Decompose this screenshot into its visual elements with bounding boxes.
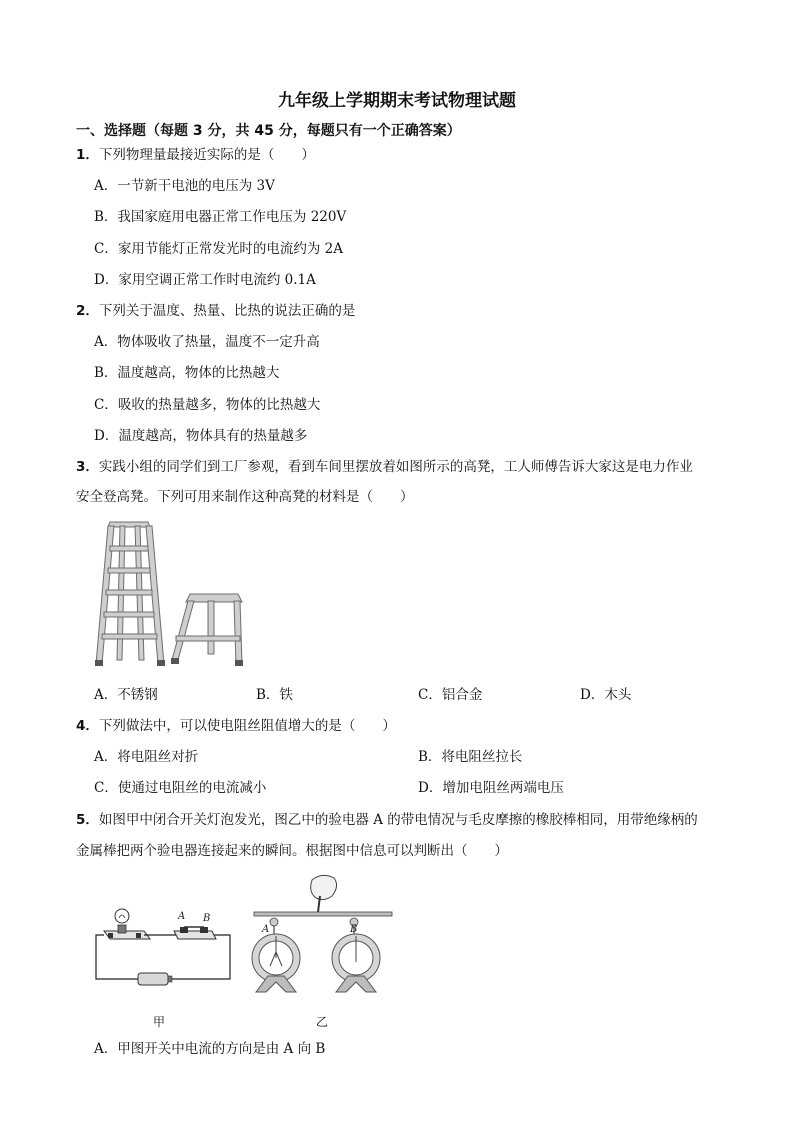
terminal-b-label: B xyxy=(203,913,211,924)
figure-jia-caption: 甲 xyxy=(153,1015,166,1029)
q4-option-d[interactable]: D．增加电阻丝两端电压 xyxy=(418,780,564,796)
question-number: 3． xyxy=(76,459,99,475)
q3-option-b[interactable]: B．铁 xyxy=(256,687,293,703)
electroscope-b-label: B xyxy=(350,924,358,935)
question-2 xyxy=(76,302,355,320)
section-heading: 一、选择题（每题 3 分，共 45 分，每题只有一个正确答案） xyxy=(76,123,461,139)
question-number: 1． xyxy=(76,147,99,163)
q5-option-a[interactable]: A．甲图开关中电流的方向是由 A 向 B xyxy=(94,1041,326,1057)
q4-option-b[interactable]: B．将电阻丝拉长 xyxy=(418,749,523,765)
question-stem: 下列做法中，可以使电阻丝阻值增大的是（ ） xyxy=(98,718,396,734)
q4-option-a[interactable]: A．将电阻丝对折 xyxy=(94,749,199,765)
q3-option-a[interactable]: A．不锈钢 xyxy=(94,687,158,703)
q1-option-d[interactable]: D．家用空调正常工作时电流约 0.1A xyxy=(94,272,316,288)
q2-option-d[interactable]: D．温度越高，物体具有的热量越多 xyxy=(94,428,308,444)
page-title: 九年级上学期期末考试物理试题 xyxy=(278,91,516,111)
q2-option-a[interactable]: A．物体吸收了热量，温度不一定升高 xyxy=(94,334,320,350)
question-number: 2． xyxy=(76,303,99,319)
q1-option-c[interactable]: C．家用节能灯正常发光时的电流约为 2A xyxy=(94,241,343,257)
q3-option-c[interactable]: C．铝合金 xyxy=(418,687,483,703)
q1-option-b[interactable]: B．我国家庭用电器正常工作电压为 220V xyxy=(94,209,347,225)
question-5-line-2: 金属棒把两个验电器连接起来的瞬间。根据图中信息可以判断出（ ） xyxy=(76,843,508,859)
stool-figure xyxy=(90,518,250,670)
question-number: 5． xyxy=(76,812,99,828)
electroscope-a-label: A xyxy=(262,924,270,935)
question-4 xyxy=(76,717,396,735)
question-stem: 如图甲中闭合开关灯泡发光，图乙中的验电器 A 的带电情况与毛皮摩擦的橡胶棒相同，用带绝缘柄的 xyxy=(98,812,698,828)
q3-option-d[interactable]: D．木头 xyxy=(580,687,632,703)
figure-yi-caption: 乙 xyxy=(316,1015,329,1029)
question-3 xyxy=(76,458,693,476)
question-3-line-2: 安全登高凳。下列可用来制作这种高凳的材料是（ ） xyxy=(76,489,414,505)
question-number: 4． xyxy=(76,718,99,734)
question-stem: 下列物理量最接近实际的是（ ） xyxy=(98,147,315,163)
q1-option-a[interactable]: A．一节新干电池的电压为 3V xyxy=(94,178,275,194)
electroscope-figure xyxy=(250,872,395,1000)
q4-option-c[interactable]: C．使通过电阻丝的电流减小 xyxy=(94,780,267,796)
question-stem: 下列关于温度、热量、比热的说法正确的是 xyxy=(98,303,356,319)
circuit-figure xyxy=(90,905,240,995)
q2-option-b[interactable]: B．温度越高，物体的比热越大 xyxy=(94,365,280,381)
question-1 xyxy=(76,146,315,164)
terminal-a-label: A xyxy=(178,911,186,922)
q2-option-c[interactable]: C．吸收的热量越多，物体的比热越大 xyxy=(94,397,321,413)
question-5 xyxy=(76,811,698,829)
question-stem: 实践小组的同学们到工厂参观，看到车间里摆放着如图所示的高凳，工人师傅告诉大家这是电力作业 xyxy=(98,459,693,475)
